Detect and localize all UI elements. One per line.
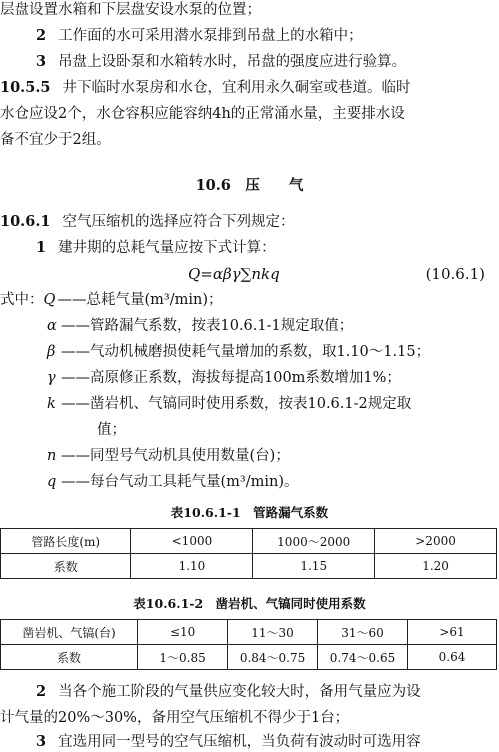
table-caption: 表10.6.1-2 凿岩机、气镐同时使用系数 (133, 596, 366, 611)
table-header-cell: 凿岩机、气镐(台) (1, 620, 138, 645)
table-header-cell: ≤10 (138, 620, 228, 645)
table-header-cell: 管路长度(m) (1, 529, 131, 554)
clause-10-6-1: 10.6.1 空气压缩机的选择应符合下列规定： (0, 213, 295, 230)
table-cell: 系数 (1, 645, 138, 670)
list-item: 2 工作面的水可采用潜水泵排到吊盘上的水箱中； (36, 27, 363, 44)
table-header-cell: 11～30 (228, 620, 318, 645)
section-heading: 10.6 压 气 (195, 177, 304, 194)
table-cell: 1.10 (131, 554, 253, 579)
list-item: 3 吊盘上设卧泵和水箱转水时，吊盘的强度应进行验算。 (36, 53, 407, 70)
where-definition: n ——同型号气动机具使用数量(台)； (47, 448, 290, 464)
table-cell: 1～0.85 (138, 645, 228, 670)
where-definition: α ——管路漏气系数，按表10.6.1-1规定取值； (47, 318, 354, 334)
table-caption: 表10.6.1-1 管路漏气系数 (170, 505, 329, 520)
text-line: 计气量的20%～30%，备用空气压缩机不得少于1台； (0, 710, 350, 726)
where-definition: k ——凿岩机、气镐同时使用系数，按表10.6.1-2规定取 (47, 396, 412, 412)
leak-coefficient-table (0, 528, 497, 579)
where-definition: β ——气动机械磨损使耗气量增加的系数，取1.10～1.15； (47, 344, 431, 360)
list-item: 3 宜选用同一型号的空气压缩机，当负荷有波动时可选用容 (36, 733, 421, 750)
text-line: 水仓应设2个，水仓容积应能容纳4h的正常涌水量，主要排水设 (0, 106, 405, 122)
table-cell: 1.15 (253, 554, 375, 579)
table-cell: 系数 (1, 554, 131, 579)
table-header-cell: >61 (407, 620, 496, 645)
table-cell: 1.20 (375, 554, 497, 579)
simultaneous-use-coefficient-table (0, 619, 497, 670)
formula-expression: Q=αβγ∑nkq (188, 265, 280, 283)
clause-10-5-5: 10.5.5 井下临时水泵房和水仓，宜利用永久硐室或巷道。临时 (0, 79, 411, 96)
where-definition: 式中：Q ——总耗气量(m³/min)； (0, 292, 223, 308)
table-cell: 0.84～0.75 (228, 645, 318, 670)
formula-number: (10.6.1) (425, 265, 485, 283)
table-header-cell: <1000 (131, 529, 253, 554)
where-definition-continued: 值； (97, 422, 126, 438)
text-line: 层盘设置水箱和下层盘安设水泵的位置； (0, 2, 261, 18)
text-line: 备不宜少于2组。 (0, 132, 111, 148)
table-header-cell: >2000 (375, 529, 497, 554)
list-item: 1 建井期的总耗气量应按下式计算： (36, 239, 276, 256)
table-header-cell: 1000～2000 (253, 529, 375, 554)
where-definition: γ ——高原修正系数，海拔每提高100m系数增加1%； (47, 370, 401, 386)
table-header-cell: 31～60 (318, 620, 408, 645)
table-cell: 0.74～0.65 (318, 645, 408, 670)
table-cell: 0.64 (407, 645, 496, 670)
where-definition: q ——每台气动工具耗气量(m³/min)。 (47, 474, 299, 490)
list-item: 2 当各个施工阶段的气量供应变化较大时，备用气量应为设 (36, 683, 421, 700)
